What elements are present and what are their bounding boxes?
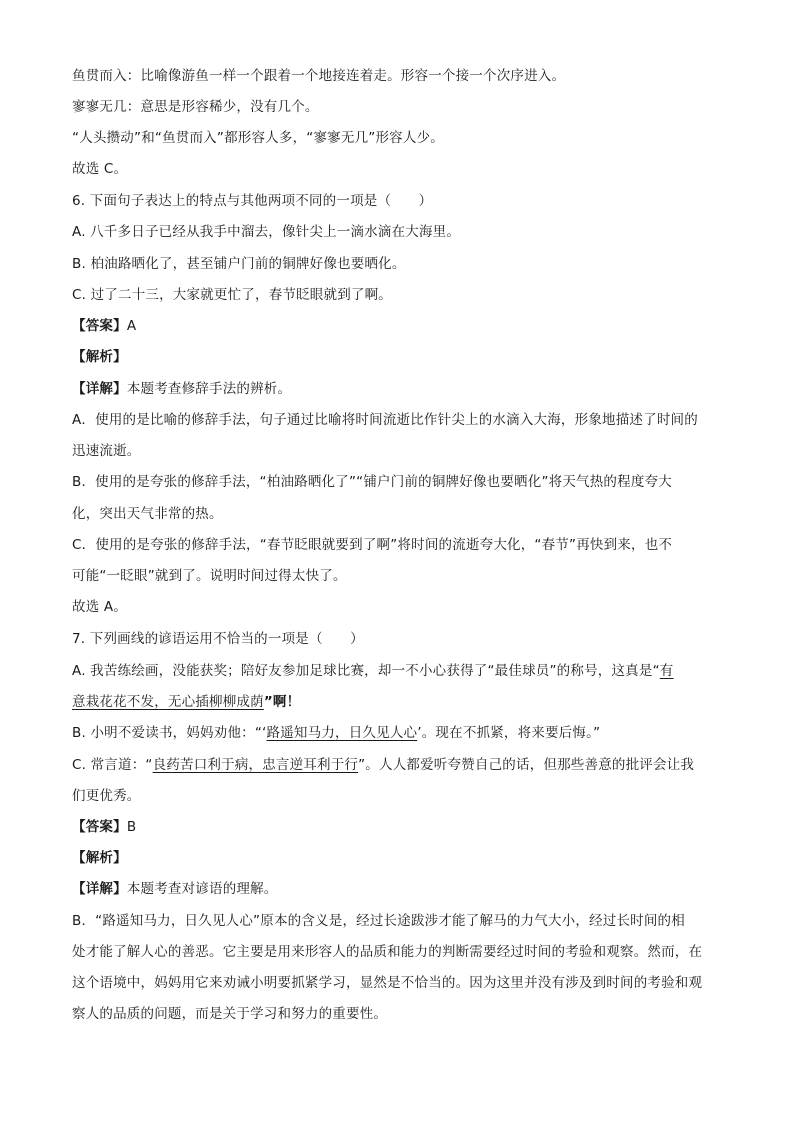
question-6-option-b: B. 柏油路晒化了，甚至铺户门前的铜牌好像也要晒化。 (72, 256, 406, 272)
explanation-line: 处才能了解人心的善恶。它主要是用来形容人的品质和能力的判断需要经过时间的考验和观察。然而，在 (72, 944, 703, 960)
answer-line-7 (72, 817, 722, 837)
explanation-line: 察人的品质的问题，而是关于学习和努力的重要性。 (72, 1006, 388, 1022)
explanation-line: 化，突出天气非常的热。 (72, 506, 223, 522)
explanation-line: 可能“一眨眼”就到了。说明时间过得太快了。 (72, 568, 347, 584)
question-6-option-c: C. 过了二十三，大家就更忙了，春节眨眼就到了啊。 (72, 287, 393, 303)
underlined-proverb: 意栽花花不发，无心插柳柳成荫 (72, 694, 264, 710)
question-7-option-c-cont: 们更优秀。 (72, 788, 141, 804)
question-6-stem: 6. 下面句子表达上的特点与其他两项不同的一项是（ ） (72, 193, 433, 209)
detail-tag: 【详解】 (72, 881, 127, 897)
question-7-option-a: A. 我苦练绘画，没能获奖；陪好友参加足球比赛，却一不小心获得了“最佳球员”的称号，这真是“有 (72, 663, 674, 679)
answer-line-6 (72, 316, 722, 336)
explanation-line: B．使用的是夸张的修辞手法，“柏油路晒化了”“铺户门前的铜牌好像也要晒化”将天气热的程度夸大 (72, 474, 672, 490)
explanation-line: 这个语境中，妈妈用它来劝诫小明要抓紧学习，显然是不恰当的。因为这里并没有涉及到时间的考验和观 (72, 975, 703, 991)
question-7-stem: 7. 下列画线的谚语运用不恰当的一项是（ ） (72, 631, 364, 647)
text-line: “人头攒动”和“鱼贯而入”都形容人多，“寥寥无几”形容人少。 (72, 130, 444, 146)
text-line: 寥寥无几：意思是形容稀少，没有几个。 (72, 99, 319, 115)
explanation-line: A．使用的是比喻的修辞手法，句子通过比喻将时间流逝比作针尖上的水滴入大海，形象地描述了时间的 (72, 412, 698, 428)
text-line: 鱼贯而入：比喻像游鱼一样一个跟着一个地接连着走。形容一个接一个次序进入。 (72, 68, 566, 84)
question-7-option-c: C. 常言道：“良药苦口利于病，忠言逆耳利于行”。人人都爱听夸赞自己的话，但那些善意的批评会让我 (72, 757, 695, 773)
answer-tag: 【答案】 (72, 318, 127, 334)
underlined-proverb: 有 (659, 663, 674, 679)
question-7-option-a-cont: 意栽花花不发，无心插柳柳成荫”啊！ (72, 694, 301, 710)
detail-tag: 【详解】 (72, 381, 127, 397)
question-6-option-a: A. 八千多日子已经从我手中溜去，像针尖上一滴水滴在大海里。 (72, 224, 461, 240)
analysis-tag: 【解析】 (72, 349, 127, 365)
detail-line-6 (72, 379, 722, 399)
question-7-option-b: B. 小明不爱读书，妈妈劝他：“‘路遥知马力，日久见人心’。现在不抓紧，将来要后悔。” (72, 725, 601, 741)
detail-line-7 (72, 879, 722, 899)
detail-text: 本题考查对谚语的理解。 (126, 881, 278, 897)
explanation-line: B．“路遥知马力，日久见人心”原本的含义是，经过长途跋涉才能了解马的力气大小，经过长时间的相 (72, 913, 685, 929)
answer-tag: 【答案】 (72, 819, 127, 835)
detail-text: 本题考查修辞手法的辨析。 (126, 381, 292, 397)
explanation-line: C．使用的是夸张的修辞手法，“春节眨眼就要到了啊”将时间的流逝夸大化，“春节”再快到来，也不 (72, 537, 673, 553)
text-line: 故选 C。 (72, 161, 128, 177)
analysis-tag: 【解析】 (72, 850, 127, 866)
explanation-line: 迅速流逝。 (72, 443, 141, 459)
underlined-proverb: 良药苦口利于病，忠言逆耳利于行 (152, 757, 359, 773)
underlined-proverb: 路遥知马力，日久见人心 (266, 725, 418, 741)
answer-value: A (126, 318, 137, 334)
selection-line: 故选 A。 (72, 599, 128, 615)
answer-value: B (126, 819, 137, 835)
